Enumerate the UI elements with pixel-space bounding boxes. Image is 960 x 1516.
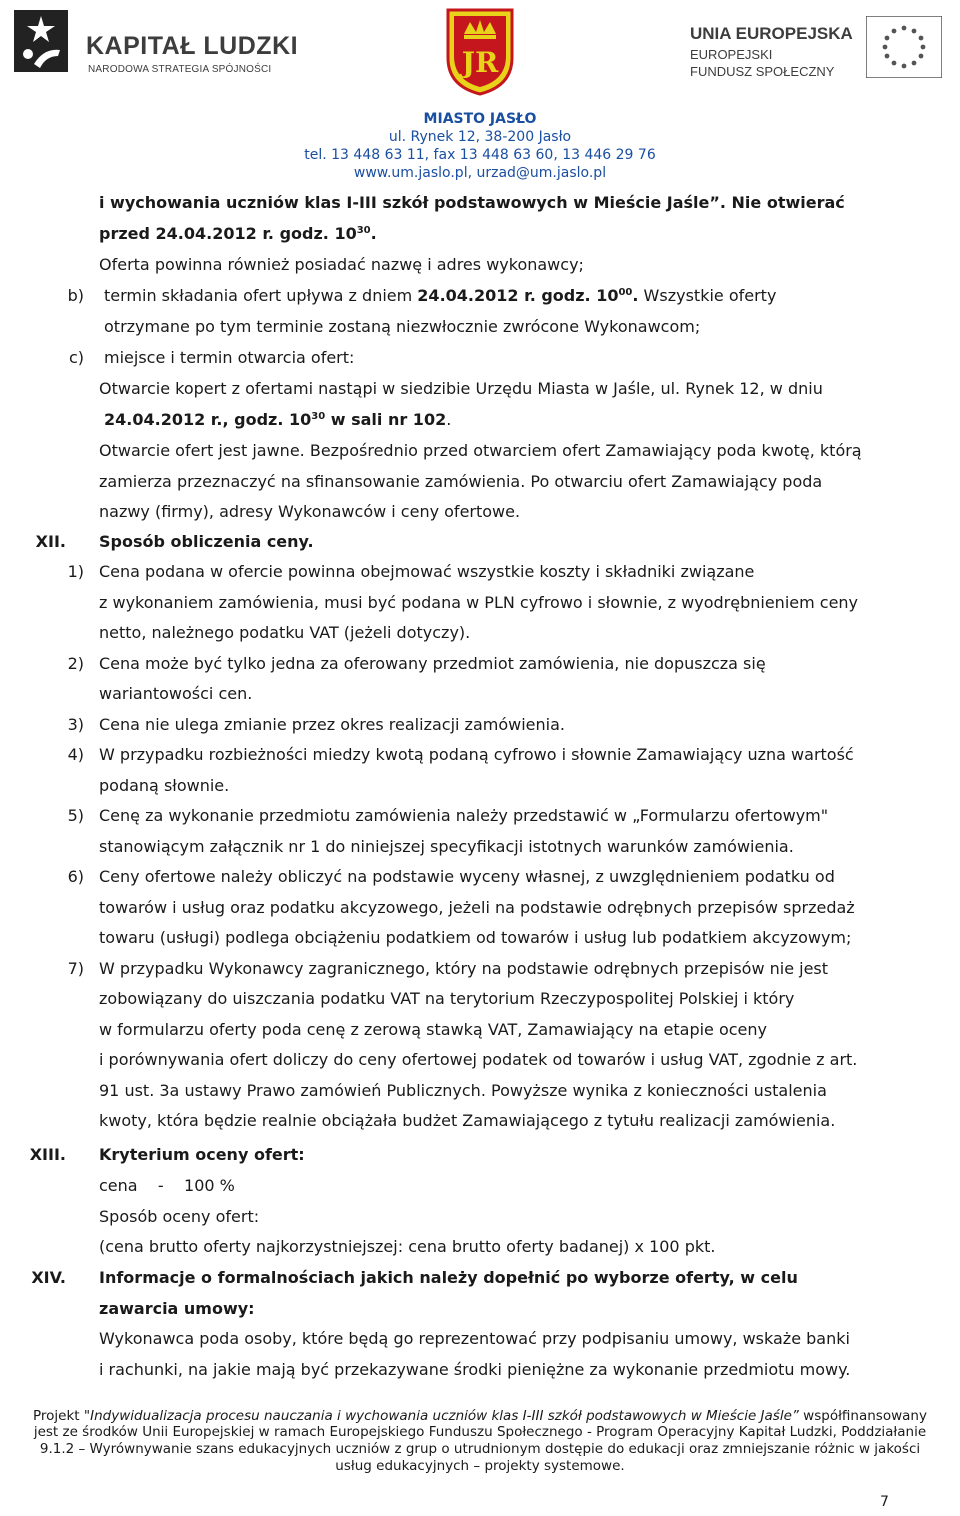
list-item-number: 1): [67, 562, 84, 581]
header-web: www.um.jaslo.pl, urzad@um.jaslo.pl: [353, 165, 607, 181]
jaslo-coat-of-arms-icon: [446, 6, 514, 96]
page-number: 7: [880, 1494, 889, 1510]
paragraph-line: miejsce i termin otwarcia ofert:: [104, 348, 355, 367]
header-address: ul. Rynek 12, 38-200 Jasło: [388, 129, 572, 145]
list-item-line: zobowiązany do uiszczania podatku VAT na terytorium Rzeczypospolitej Polskiej i który: [99, 989, 795, 1008]
list-item-line: stanowiącym załącznik nr 1 do niniejszej specyfikacji istotnych warunków zamówienia.: [99, 836, 794, 856]
section-title: Informacje o formalnościach jakich należy dopełnić po wyborze oferty, w celu: [99, 1268, 798, 1287]
paragraph-line: zamierza przeznaczyć na sfinansowanie zamówienia. Po otwarciu ofert Zamawiający poda: [99, 472, 823, 491]
paragraph-line: otrzymane po tym terminie zostaną niezwłocznie zwrócone Wykonawcom;: [104, 317, 701, 336]
footer-line-1: Projekt "Indywidualizacja procesu nauczania i wychowania uczniów klas I-III szkół podstawowych w Mieście Jaśle” współfinansowany: [33, 1408, 927, 1424]
footer-line-2: jest ze środków Unii Europejskiej w ramach Europejskiego Funduszu Społecznego - Program Operacyjny Kapitał Ludzki, Poddziałanie: [33, 1424, 927, 1440]
header-city: MIASTO JASŁO: [423, 111, 537, 127]
list-item-number: 7): [67, 958, 84, 978]
list-item-number: 5): [67, 806, 84, 825]
paragraph-line: Wykonawca poda osoby, które będą go reprezentować przy podpisaniu umowy, wskaże banki: [99, 1329, 850, 1348]
list-item-line: kwoty, która będzie realnie obciążała budżet Zamawiającego z tytułu realizacji zamówienia.: [99, 1111, 836, 1130]
list-item-line: Cenę za wykonanie przedmiotu zamówienia należy przedstawić w „Formularzu ofertowym": [99, 806, 829, 825]
paragraph-line: termin składania ofert upływa z dniem 24.04.2012 r. godz. $10^{00}$. Wszystkie oferty: [104, 286, 777, 305]
list-label: c): [68, 348, 84, 367]
list-item-line: 91 ust. 3a ustawy Prawo zamówień Publicznych. Powyższe wynika z konieczności ustalenia: [99, 1080, 827, 1100]
list-item-number: 4): [67, 745, 84, 764]
kapital-ludzki-subtitle: NARODOWA STRATEGIA SPÓJNOŚCI: [88, 64, 272, 75]
paragraph-line: 24.04.2012 r., godz. $10^{30}$ w sali nr 102.: [104, 410, 452, 429]
list-item-line: Ceny ofertowe należy obliczyć na podstawie wyceny własnej, z uwzględnieniem podatku od: [99, 867, 835, 886]
footer-line-4: usług edukacyjnych – projekty systemowe.: [335, 1458, 625, 1474]
header-phone: tel. 13 448 63 11, fax 13 448 63 60, 13 446 29 76: [304, 147, 656, 163]
section-title: Kryterium oceny ofert:: [99, 1145, 305, 1164]
list-item-line: z wykonaniem zamówienia, musi być podana w PLN cyfrowo i słownie, z wyodrębnieniem ceny: [99, 592, 859, 612]
paragraph-line: Otwarcie kopert z ofertami nastąpi w siedzibie Urzędu Miasta w Jaśle, ul. Rynek 12, w dniu: [99, 379, 823, 398]
list-item-line: W przypadku rozbieżności miedzy kwotą podaną cyfrowo i słownie Zamawiający uzna wartość: [99, 745, 854, 764]
paragraph-line: Otwarcie ofert jest jawne. Bezpośrednio przed otwarciem ofert Zamawiający poda kwotę, którą: [99, 441, 862, 460]
footer-line-3: 9.1.2 – Wyrównywanie szans edukacyjnych uczniów z grup o utrudnionym dostępie do edukacji oraz zmniejszanie różnic w jakości: [39, 1441, 921, 1457]
section-title: zawarcia umowy:: [99, 1299, 255, 1318]
list-item-number: 3): [67, 714, 84, 734]
paragraph-line: (cena brutto oferty najkorzystniejszej: cena brutto oferty badanej) x 100 pkt.: [99, 1237, 716, 1256]
paragraph-line: cena - 100 %: [99, 1176, 235, 1195]
svg-text:JR: JR: [461, 46, 499, 79]
list-item-line: towarów i usług oraz podatku akcyzowego, jeżeli na podstawie odrębnych przepisów sprzedaż: [99, 897, 855, 917]
list-item-line: w formularzu oferty poda cenę z zerową stawką VAT, Zamawiający na etapie oceny: [99, 1019, 768, 1039]
list-item-line: i porównywania ofert doliczy do ceny ofertowej podatek od towarów i usług VAT, zgodnie z art.: [99, 1050, 858, 1069]
eu-line-2: FUNDUSZ SPOŁECZNY: [690, 64, 835, 79]
paragraph-line: nazwy (firmy), adresy Wykonawców i ceny ofertowe.: [99, 502, 521, 521]
section-number: XIII.: [29, 1145, 66, 1164]
paragraph-line: Oferta powinna również posiadać nazwę i adres wykonawcy;: [99, 255, 584, 274]
list-label: b): [67, 286, 84, 305]
list-item-line: wariantowości cen.: [99, 684, 253, 703]
list-item-line: netto, należnego podatku VAT (jeżeli dotyczy).: [99, 623, 471, 642]
list-item-number: 2): [67, 653, 84, 673]
kapital-ludzki-title: KAPITAŁ LUDZKI: [86, 32, 299, 60]
section-number: XIV.: [31, 1268, 66, 1287]
list-item-line: podaną słownie.: [99, 775, 230, 795]
list-item-line: towaru (usługi) podlega obciążeniu podatkiem od towarów i usług lub podatkiem akcyzowym;: [99, 928, 852, 947]
eu-line-1: EUROPEJSKI: [690, 47, 773, 62]
kapital-ludzki-logo-icon: [14, 10, 68, 72]
paragraph-line: i wychowania uczniów klas I-III szkół podstawowych w Mieście Jaśle”. Nie otwierać: [99, 193, 845, 212]
section-number: XII.: [35, 532, 66, 551]
section-title: Sposób obliczenia ceny.: [99, 532, 314, 551]
paragraph-line: przed 24.04.2012 r. godz. $10^{30}$.: [99, 224, 377, 243]
list-item-line: Cena może być tylko jedna za oferowany przedmiot zamówienia, nie dopuszcza się: [99, 653, 766, 673]
list-item-line: Cena nie ulega zmianie przez okres realizacji zamówienia.: [99, 714, 565, 734]
list-item-line: Cena podana w ofercie powinna obejmować wszystkie koszty i składniki związane: [99, 562, 755, 581]
eu-stars-flag-icon: [866, 16, 942, 78]
list-item-number: 6): [67, 867, 84, 886]
paragraph-line: i rachunki, na jakie mają być przekazywane środki pieniężne za wykonanie przedmiotu mowy.: [99, 1360, 851, 1379]
paragraph-line: Sposób oceny ofert:: [99, 1207, 260, 1226]
eu-title: UNIA EUROPEJSKA: [690, 24, 853, 43]
list-item-line: W przypadku Wykonawcy zagranicznego, który na podstawie odrębnych przepisów nie jest: [99, 958, 829, 978]
